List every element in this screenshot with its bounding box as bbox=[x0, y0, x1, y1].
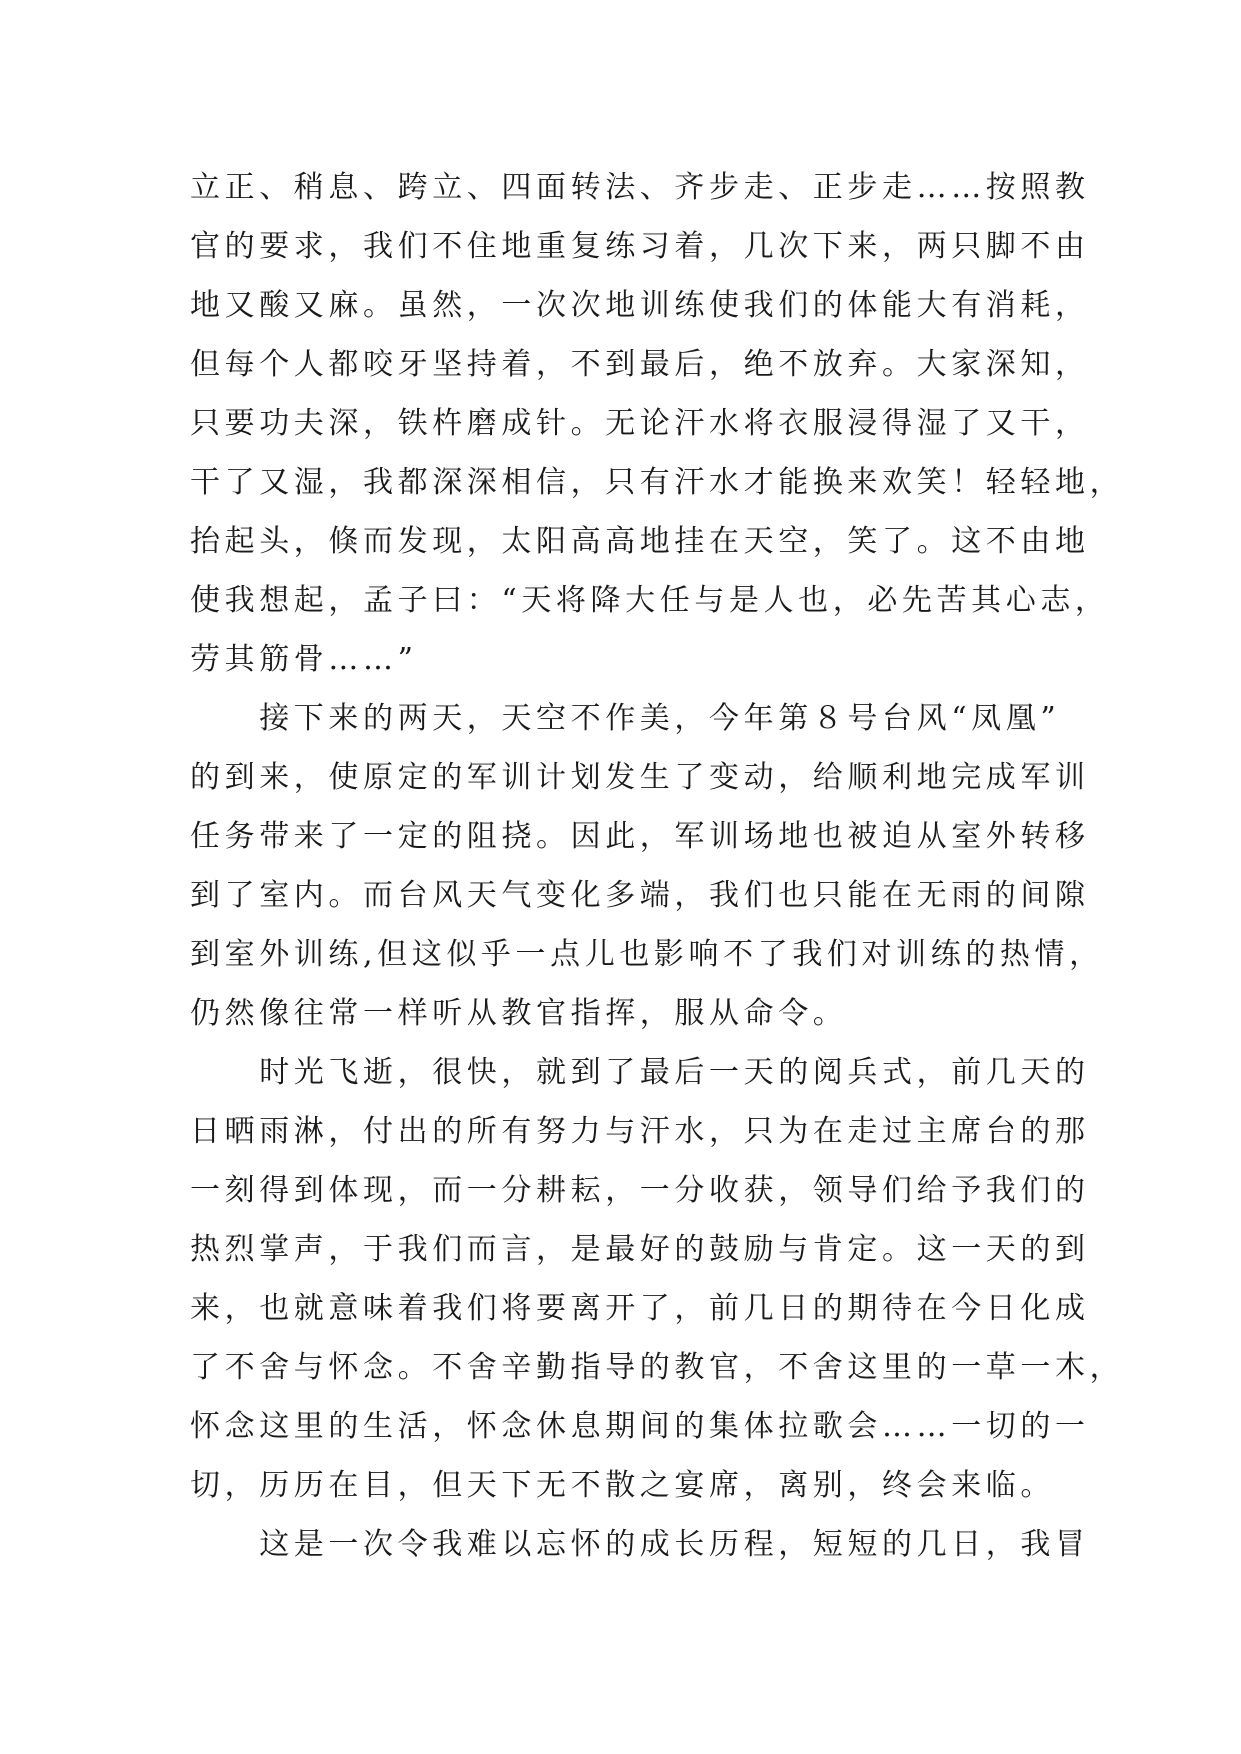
text-line: 到了室内。而台风天气变化多端，我们也只能在无雨的间隙 bbox=[190, 878, 1090, 913]
text-line: 来，也就意味着我们将要离开了，前几日的期待在今日化成 bbox=[190, 1291, 1090, 1326]
text-line: 使我想起，孟子曰：“天将降大任与是人也，必先苦其心志， bbox=[190, 583, 1110, 618]
text-line: 官的要求，我们不住地重复练习着，几次下来，两只脚不由 bbox=[190, 229, 1090, 264]
text-line: 仍然像往常一样听从教官指挥，服从命令。 bbox=[190, 996, 848, 1031]
text-line: 但每个人都咬牙坚持着，不到最后，绝不放弃。大家深知， bbox=[190, 347, 1090, 382]
text-line: 抬起头，倏而发现，太阳高高地挂在天空，笑了。这不由地 bbox=[190, 524, 1090, 559]
text-line: 地又酸又麻。虽然，一次次地训练使我们的体能大有消耗， bbox=[190, 288, 1090, 323]
text-line: 这是一次令我难以忘怀的成长历程，短短的几日，我冒 bbox=[190, 1527, 1090, 1562]
text-line: 只要功夫深，铁杵磨成针。无论汗水将衣服浸得湿了又干， bbox=[190, 406, 1090, 441]
text-line: 干了又湿，我都深深相信，只有汗水才能换来欢笑！轻轻地， bbox=[190, 465, 1125, 500]
text-line: 接下来的两天，天空不作美，今年第８号台风“凤凰” bbox=[190, 701, 1061, 736]
text-line: 怀念这里的生活，怀念休息期间的集体拉歌会……一切的一 bbox=[190, 1409, 1090, 1444]
text-line: 一刻得到体现，而一分耕耘，一分收获，领导们给予我们的 bbox=[190, 1173, 1090, 1208]
text-line: 劳其筋骨……” bbox=[190, 642, 418, 677]
text-line: 时光飞逝，很快，就到了最后一天的阅兵式，前几天的 bbox=[190, 1055, 1090, 1090]
text-line: 热烈掌声，于我们而言，是最好的鼓励与肯定。这一天的到 bbox=[190, 1232, 1090, 1267]
text-line: 切，历历在目，但天下无不散之宴席，离别，终会来临。 bbox=[190, 1468, 1055, 1503]
text-line: 任务带来了一定的阻挠。因此，军训场地也被迫从室外转移 bbox=[190, 819, 1090, 854]
text-line: 的到来，使原定的军训计划发生了变动，给顺利地完成军训 bbox=[190, 760, 1090, 795]
body-text bbox=[190, 158, 1125, 1574]
text-line: 立正、稍息、跨立、四面转法、齐步走、正步走……按照教 bbox=[190, 170, 1090, 205]
text-line: 日晒雨淋，付出的所有努力与汗水，只为在走过主席台的那 bbox=[190, 1114, 1090, 1149]
text-line: 到室外训练,但这似乎一点儿也影响不了我们对训练的热情， bbox=[190, 937, 1104, 972]
text-line: 了不舍与怀念。不舍辛勤指导的教官，不舍这里的一草一木， bbox=[190, 1350, 1125, 1385]
